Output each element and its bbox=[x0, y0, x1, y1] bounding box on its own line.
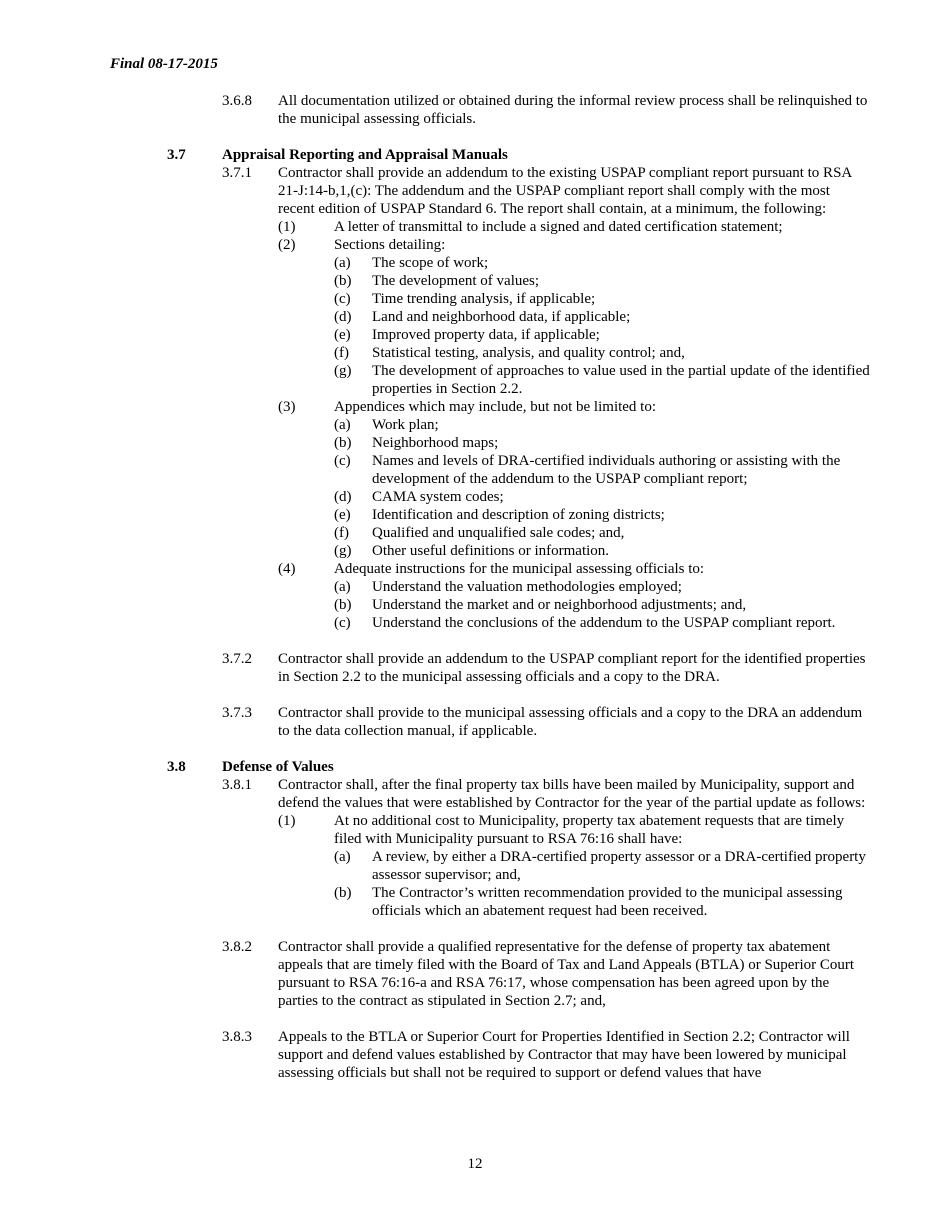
item-text: Understand the valuation methodologies employed; bbox=[372, 579, 682, 595]
paragraph-spacer bbox=[0, 632, 950, 650]
list-item bbox=[0, 326, 870, 344]
item-number: (f) bbox=[334, 345, 349, 361]
item-text: CAMA system codes; bbox=[372, 489, 504, 505]
item-text: All documentation utilized or obtained during the informal review process shall be relinquished to the municipal assessing officials. bbox=[278, 93, 868, 127]
item-text: Understand the conclusions of the addendum to the USPAP compliant report. bbox=[372, 615, 836, 631]
clause bbox=[0, 92, 870, 128]
paragraph-spacer bbox=[0, 920, 950, 938]
item-text: Contractor shall, after the final property tax bills have been mailed by Municipality, support and defend the values that were established by Contractor for the year of the partial update as follows: bbox=[278, 777, 866, 811]
list-item bbox=[0, 434, 870, 452]
item-number: (a) bbox=[334, 417, 351, 433]
item-number: (1) bbox=[278, 219, 296, 235]
paragraph-spacer bbox=[0, 740, 950, 758]
list-item bbox=[0, 452, 870, 488]
section-heading bbox=[0, 146, 870, 164]
list-item bbox=[0, 344, 870, 362]
item-number: (3) bbox=[278, 399, 296, 415]
list-item bbox=[0, 416, 870, 434]
item-text: Contractor shall provide a qualified representative for the defense of property tax abatement appeals that are timely filed with the Board of Tax and Land Appeals (BTLA) or Superior Court pursuant to RSA 76:16-a and RSA 76:17, whose compensation has been agreed upon by the parties to the contract as stipulated in Section 2.7; and, bbox=[278, 939, 855, 1009]
list-item bbox=[0, 812, 870, 848]
item-number: 3.7.3 bbox=[222, 705, 252, 721]
list-item bbox=[0, 236, 870, 254]
item-text: A review, by either a DRA-certified property assessor or a DRA-certified property assessor supervisor; and, bbox=[372, 849, 866, 883]
item-text: The development of approaches to value used in the partial update of the identified properties in Section 2.2. bbox=[372, 363, 870, 397]
list-item bbox=[0, 524, 870, 542]
item-number: 3.6.8 bbox=[222, 93, 252, 109]
item-text: Appeals to the BTLA or Superior Court for Properties Identified in Section 2.2; Contractor will support and defend values established by Contractor that may have been lowered by municipal assessing officials but shall not be required to support or defend values that have bbox=[278, 1029, 850, 1081]
item-text: The scope of work; bbox=[372, 255, 489, 271]
item-text: Neighborhood maps; bbox=[372, 435, 499, 451]
item-text: The Contractor’s written recommendation provided to the municipal assessing officials which an abatement request had been received. bbox=[372, 885, 843, 919]
list-item bbox=[0, 488, 870, 506]
item-text: Other useful definitions or information. bbox=[372, 543, 610, 559]
item-number: (a) bbox=[334, 579, 351, 595]
item-text: Defense of Values bbox=[222, 759, 334, 775]
item-number: (c) bbox=[334, 291, 351, 307]
item-text: Improved property data, if applicable; bbox=[372, 327, 600, 343]
paragraph-spacer bbox=[0, 128, 950, 146]
list-item bbox=[0, 506, 870, 524]
item-number: 3.8.3 bbox=[222, 1029, 252, 1045]
item-number: 3.7.2 bbox=[222, 651, 252, 667]
clause bbox=[0, 704, 870, 740]
item-number: (a) bbox=[334, 255, 351, 271]
item-text: Time trending analysis, if applicable; bbox=[372, 291, 596, 307]
item-number: (a) bbox=[334, 849, 351, 865]
item-text: Contractor shall provide an addendum to the existing USPAP compliant report pursuant to RSA 21-J:14-b,1,(c): The addendum and the USPAP compliant report shall comply with the most recent edition of USPAP Standard 6. The report shall contain, at a minimum, the following: bbox=[278, 165, 852, 217]
list-item bbox=[0, 290, 870, 308]
item-text: Appraisal Reporting and Appraisal Manuals bbox=[222, 147, 508, 163]
item-text: Appendices which may include, but not be limited to: bbox=[334, 399, 657, 415]
paragraph-spacer bbox=[0, 686, 950, 704]
list-item bbox=[0, 560, 870, 578]
list-item bbox=[0, 848, 870, 884]
item-text: The development of values; bbox=[372, 273, 540, 289]
list-item bbox=[0, 596, 870, 614]
item-text: Contractor shall provide to the municipal assessing officials and a copy to the DRA an addendum to the data collection manual, if applicable. bbox=[278, 705, 863, 739]
item-number: (e) bbox=[334, 327, 351, 343]
item-text: Statistical testing, analysis, and quality control; and, bbox=[372, 345, 685, 361]
list-item bbox=[0, 398, 870, 416]
clause bbox=[0, 1028, 870, 1082]
item-number: (c) bbox=[334, 453, 351, 469]
list-item bbox=[0, 578, 870, 596]
item-number: (d) bbox=[334, 309, 352, 325]
item-number: (4) bbox=[278, 561, 296, 577]
item-number: (g) bbox=[334, 543, 352, 559]
item-number: 3.8.1 bbox=[222, 777, 252, 793]
item-number: (b) bbox=[334, 273, 352, 289]
item-number: (e) bbox=[334, 507, 351, 523]
list-item bbox=[0, 884, 870, 920]
item-text: Adequate instructions for the municipal assessing officials to: bbox=[334, 561, 705, 577]
item-number: (1) bbox=[278, 813, 296, 829]
paragraph-spacer bbox=[0, 1010, 950, 1028]
list-item bbox=[0, 218, 870, 236]
item-text: Land and neighborhood data, if applicable; bbox=[372, 309, 631, 325]
clause bbox=[0, 776, 870, 812]
item-number: 3.7.1 bbox=[222, 165, 252, 181]
item-text: Understand the market and or neighborhood adjustments; and, bbox=[372, 597, 747, 613]
page-number: 12 bbox=[467, 1156, 483, 1172]
item-number: (c) bbox=[334, 615, 351, 631]
item-number: (d) bbox=[334, 489, 352, 505]
section-heading bbox=[0, 758, 870, 776]
list-item bbox=[0, 254, 870, 272]
clause bbox=[0, 938, 870, 1010]
list-item bbox=[0, 362, 870, 398]
list-item bbox=[0, 614, 870, 632]
item-text: Names and levels of DRA-certified individuals authoring or assisting with the development of the addendum to the USPAP compliant report; bbox=[372, 453, 841, 487]
item-number: (f) bbox=[334, 525, 349, 541]
item-text: Qualified and unqualified sale codes; and, bbox=[372, 525, 625, 541]
document-header: Final 08-17-2015 bbox=[110, 56, 218, 72]
item-text: Contractor shall provide an addendum to the USPAP compliant report for the identified properties in Section 2.2 to the municipal assessing officials and a copy to the DRA. bbox=[278, 651, 866, 685]
item-number: 3.8.2 bbox=[222, 939, 252, 955]
item-number: (2) bbox=[278, 237, 296, 253]
item-number: (g) bbox=[334, 363, 352, 379]
item-number: 3.7 bbox=[167, 147, 186, 163]
item-text: Sections detailing: bbox=[334, 237, 446, 253]
item-text: At no additional cost to Municipality, property tax abatement requests that are timely filed with Municipality pursuant to RSA 76:16 shall have: bbox=[334, 813, 845, 847]
list-item bbox=[0, 542, 870, 560]
item-number: (b) bbox=[334, 435, 352, 451]
item-number: 3.8 bbox=[167, 759, 186, 775]
item-number: (b) bbox=[334, 597, 352, 613]
list-item bbox=[0, 308, 870, 326]
item-text: Identification and description of zoning districts; bbox=[372, 507, 665, 523]
clause bbox=[0, 164, 870, 218]
item-text: A letter of transmittal to include a signed and dated certification statement; bbox=[334, 219, 783, 235]
document-body bbox=[0, 92, 950, 1082]
clause bbox=[0, 650, 870, 686]
item-number: (b) bbox=[334, 885, 352, 901]
item-text: Work plan; bbox=[372, 417, 439, 433]
list-item bbox=[0, 272, 870, 290]
